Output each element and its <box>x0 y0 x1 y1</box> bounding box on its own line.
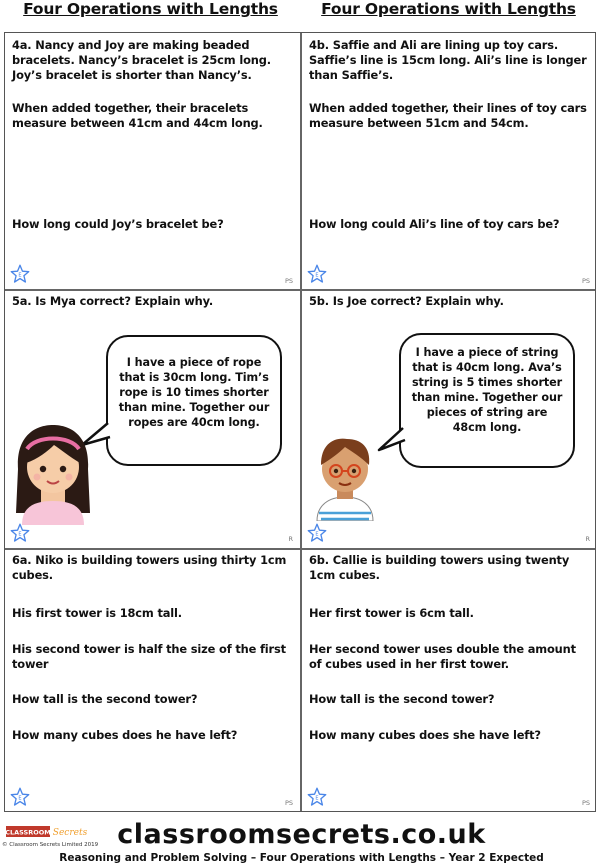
question-text: Her second tower uses double the amount of cubes used in her first tower. <box>309 642 576 671</box>
speech-bubble: I have a piece of string that is 40cm long. Ava’s string is 5 times shorter than mine. Together our pieces of string are 48cm long. <box>399 333 575 468</box>
question-prompt: How many cubes does she have left? <box>309 728 541 742</box>
question-prompt: How long could Joy’s bracelet be? <box>12 217 224 231</box>
question-text: When added together, their lines of toy cars measure between 51cm and 54cm. <box>309 101 587 130</box>
question-prompt: How tall is the second tower? <box>309 692 495 706</box>
skill-code: PS <box>284 799 293 807</box>
skill-code: PS <box>581 277 590 285</box>
star-label: E <box>315 272 319 279</box>
question-text: 4a. Nancy and Joy are making beaded bracelets. Nancy’s bracelet is 25cm long. Joy’s bracelet is shorter than Nancy’s. <box>12 38 271 82</box>
skill-code: PS <box>284 277 293 285</box>
grid-divider-vertical <box>300 33 302 811</box>
svg-text:Secrets: Secrets <box>52 828 88 838</box>
speech-bubble: I have a piece of rope that is 30cm long. Tim’s rope is 10 times shorter than mine. Together our ropes are 40cm long. <box>106 335 282 466</box>
question-card-6b <box>305 550 593 811</box>
header-title-left: Four Operations with Lengths <box>23 0 278 18</box>
question-text: 5b. Is Joe correct? Explain why. <box>309 294 504 308</box>
skill-code: R <box>288 535 293 543</box>
question-card-5a <box>8 291 296 547</box>
skill-code: R <box>585 535 590 543</box>
speech-bubble-tail <box>377 426 407 454</box>
question-prompt: How tall is the second tower? <box>12 692 198 706</box>
site-url[interactable]: classroomsecrets.co.uk <box>117 819 486 850</box>
star-label: E <box>315 795 319 802</box>
question-text: When added together, their bracelets measure between 41cm and 44cm long. <box>12 101 263 130</box>
question-card-5b <box>305 291 593 547</box>
boy-avatar <box>309 433 381 521</box>
star-label: E <box>315 531 319 538</box>
question-text: 5a. Is Mya correct? Explain why. <box>12 294 213 308</box>
star-icon <box>10 523 30 543</box>
copyright: © Classroom Secrets Limited 2019 <box>2 842 99 848</box>
question-card-4a <box>8 35 296 288</box>
skill-code: PS <box>581 799 590 807</box>
star-icon <box>10 787 30 807</box>
question-text: 6a. Niko is building towers using thirty 1cm cubes. <box>12 553 287 582</box>
star-icon <box>307 787 327 807</box>
question-prompt: How many cubes does he have left? <box>12 728 238 742</box>
header-title-right: Four Operations with Lengths <box>321 0 576 18</box>
star-icon <box>10 264 30 284</box>
star-icon <box>307 523 327 543</box>
star-label: E <box>18 795 22 802</box>
question-text: 6b. Callie is building towers using twenty 1cm cubes. <box>309 553 570 582</box>
star-icon <box>307 264 327 284</box>
svg-text:CLASSROOM: CLASSROOM <box>5 828 51 837</box>
star-label: E <box>18 531 22 538</box>
footer-subtitle: Reasoning and Problem Solving – Four Operations with Lengths – Year 2 Expected <box>59 852 544 863</box>
girl-avatar <box>12 423 94 525</box>
question-text: Her first tower is 6cm tall. <box>309 606 474 620</box>
star-label: E <box>18 272 22 279</box>
question-card-6a <box>8 550 296 811</box>
question-prompt: How long could Ali’s line of toy cars be? <box>309 217 560 231</box>
question-grid <box>4 32 596 812</box>
question-card-4b <box>305 35 593 288</box>
question-text: 4b. Saffie and Ali are lining up toy cars. Saffie’s line is 15cm long. Ali’s line is longer than Saffie’s. <box>309 38 587 82</box>
question-text: His second tower is half the size of the first tower <box>12 642 286 671</box>
question-text: His first tower is 18cm tall. <box>12 606 182 620</box>
